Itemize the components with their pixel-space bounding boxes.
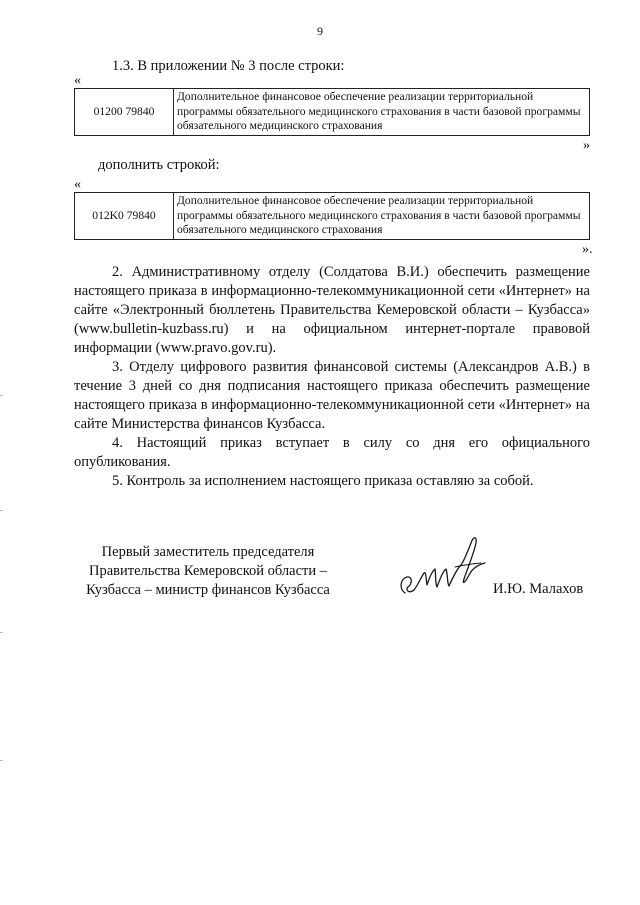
paragraph-5: 5. Контроль за исполнением настоящего приказа оставляю за собой. [112, 473, 534, 489]
table-row [75, 89, 590, 136]
budget-code: 012K0 79840 [75, 193, 174, 240]
signatory-title-line: Кузбасса – министр финансов Кузбасса [86, 582, 330, 598]
margin-mark [0, 510, 3, 511]
table-row [75, 193, 590, 240]
paragraph-4: 4. Настоящий приказ вступает в силу со дня его официального опубликования. [74, 435, 590, 470]
margin-mark [0, 632, 3, 633]
handwritten-signature [397, 527, 489, 601]
add-line-text: дополнить строкой: [98, 157, 220, 173]
budget-description: Дополнительное финансовое обеспечение реализации территориальной программы обязательного медицинского страхования в части базовой программы обязательного медицинского страхования [174, 193, 590, 240]
page-number: 9 [317, 24, 323, 38]
quote-close-1: » [583, 138, 590, 153]
quote-open-2: « [74, 177, 81, 192]
new-row-table [74, 192, 590, 240]
margin-mark [0, 760, 3, 761]
existing-row-table [74, 88, 590, 136]
paragraph-2: 2. Административному отделу (Солдатова В.И.) обеспечить размещение настоящего приказа в информационно-телекоммуникационной сети «Интернет» на сайте «Электронный бюллетень Правительства Кемеровской области – Кузбасса» (www.bulletin-kuzbass.ru) и на официальном интернет-портале правовой информации (www.pravo.gov.ru). [74, 264, 590, 356]
budget-description: Дополнительное финансовое обеспечение реализации территориальной программы обязательного медицинского страхования в части базовой программы обязательного медицинского страхования [174, 89, 590, 136]
budget-code: 01200 79840 [75, 89, 174, 136]
quote-close-2: ». [582, 242, 593, 257]
margin-mark [0, 395, 3, 396]
paragraph-3: 3. Отделу цифрового развития финансовой системы (Александров А.В.) в течение 3 дней со дня подписания настоящего приказа обеспечить размещение настоящего приказа в информационно-телекоммуникационной сети «Интернет» на сайте Министерства финансов Кузбасса. [74, 359, 590, 432]
signatory-title-line: Правительства Кемеровской области – [88, 563, 328, 579]
signatory-title [78, 543, 338, 600]
quote-open-1: « [74, 73, 81, 88]
signatory-title-line: Первый заместитель председателя [101, 544, 315, 560]
signatory-name: И.Ю. Малахов [493, 581, 584, 597]
item-1-3-heading: 1.3. В приложении № 3 после строки: [112, 58, 345, 74]
